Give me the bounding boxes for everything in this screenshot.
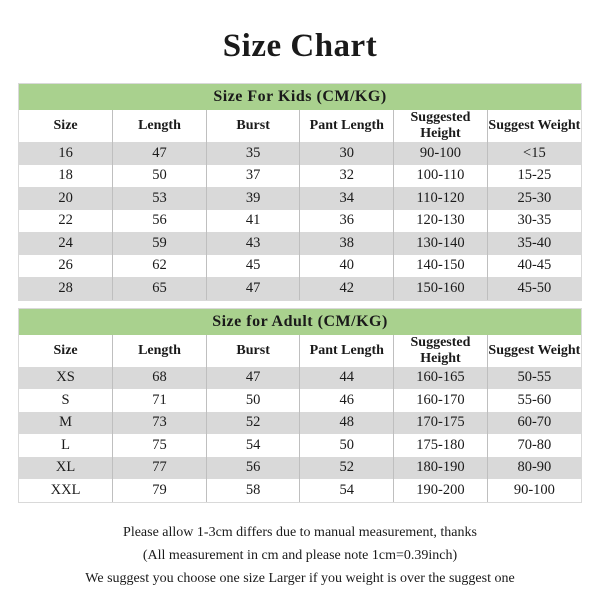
table-row <box>19 165 581 188</box>
cell-pant-length: 34 <box>300 187 394 210</box>
cell-pant-length: 52 <box>300 457 394 480</box>
cell-length: 50 <box>113 165 207 188</box>
cell-burst: 37 <box>206 165 300 188</box>
column-header-length: Length <box>113 110 207 142</box>
table-row <box>19 457 581 480</box>
cell-suggest-weight: 70-80 <box>487 434 581 457</box>
cell-size: L <box>19 434 113 457</box>
cell-length: 73 <box>113 412 207 435</box>
cell-burst: 47 <box>206 277 300 300</box>
cell-suggest-weight: <15 <box>487 142 581 165</box>
cell-suggest-weight: 15-25 <box>487 165 581 188</box>
cell-size: 28 <box>19 277 113 300</box>
table-row <box>19 367 581 390</box>
cell-burst: 54 <box>206 434 300 457</box>
cell-suggest-weight: 30-35 <box>487 210 581 233</box>
column-header-burst: Burst <box>206 110 300 142</box>
cell-size: 16 <box>19 142 113 165</box>
cell-suggested-height: 110-120 <box>394 187 488 210</box>
cell-suggested-height: 190-200 <box>394 479 488 502</box>
cell-suggested-height: 140-150 <box>394 255 488 278</box>
cell-suggest-weight: 60-70 <box>487 412 581 435</box>
note-line-2: (All measurement in cm and please note 1cm=0.39inch) <box>142 547 458 563</box>
kids-size-table-wrapper <box>18 83 582 301</box>
column-header-pant-length: Pant Length <box>300 110 394 142</box>
cell-suggested-height: 175-180 <box>394 434 488 457</box>
cell-pant-length: 48 <box>300 412 394 435</box>
column-header-suggested-height: Suggested Height <box>394 110 488 142</box>
column-header-size: Size <box>19 335 113 367</box>
cell-length: 53 <box>113 187 207 210</box>
cell-suggest-weight: 55-60 <box>487 389 581 412</box>
cell-suggest-weight: 25-30 <box>487 187 581 210</box>
cell-suggested-height: 160-165 <box>394 367 488 390</box>
column-header-length: Length <box>113 335 207 367</box>
cell-pant-length: 42 <box>300 277 394 300</box>
cell-burst: 50 <box>206 389 300 412</box>
cell-pant-length: 30 <box>300 142 394 165</box>
table-row <box>19 187 581 210</box>
table-row <box>19 479 581 502</box>
cell-size: XXL <box>19 479 113 502</box>
adult-table-header-row <box>19 335 581 367</box>
column-header-burst: Burst <box>206 335 300 367</box>
page-title: Size Chart <box>222 28 378 64</box>
cell-length: 47 <box>113 142 207 165</box>
notes-section <box>18 521 582 590</box>
cell-length: 75 <box>113 434 207 457</box>
cell-size: S <box>19 389 113 412</box>
cell-size: XS <box>19 367 113 390</box>
cell-suggest-weight: 40-45 <box>487 255 581 278</box>
note-line-3: We suggest you choose one size Larger if you weight is over the suggest one <box>85 570 515 586</box>
adult-size-table-wrapper <box>18 308 582 503</box>
cell-suggested-height: 150-160 <box>394 277 488 300</box>
cell-size: 18 <box>19 165 113 188</box>
column-header-pant-length: Pant Length <box>300 335 394 367</box>
cell-length: 77 <box>113 457 207 480</box>
cell-suggest-weight: 45-50 <box>487 277 581 300</box>
cell-size: 20 <box>19 187 113 210</box>
cell-pant-length: 32 <box>300 165 394 188</box>
cell-pant-length: 50 <box>300 434 394 457</box>
table-row <box>19 389 581 412</box>
cell-size: 26 <box>19 255 113 278</box>
adult-table-band: Size for Adult (CM/KG) <box>19 309 581 335</box>
table-row <box>19 210 581 233</box>
cell-length: 71 <box>113 389 207 412</box>
column-header-suggest-weight: Suggest Weight <box>487 110 581 142</box>
cell-suggested-height: 170-175 <box>394 412 488 435</box>
cell-burst: 43 <box>206 232 300 255</box>
cell-suggested-height: 180-190 <box>394 457 488 480</box>
cell-pant-length: 36 <box>300 210 394 233</box>
cell-length: 65 <box>113 277 207 300</box>
table-spacer <box>18 301 582 308</box>
cell-suggested-height: 100-110 <box>394 165 488 188</box>
cell-burst: 47 <box>206 367 300 390</box>
cell-length: 59 <box>113 232 207 255</box>
cell-suggested-height: 120-130 <box>394 210 488 233</box>
cell-size: 22 <box>19 210 113 233</box>
cell-length: 56 <box>113 210 207 233</box>
table-row <box>19 412 581 435</box>
kids-table-band: Size For Kids (CM/KG) <box>19 84 581 110</box>
cell-pant-length: 38 <box>300 232 394 255</box>
column-header-suggest-weight: Suggest Weight <box>487 335 581 367</box>
cell-length: 68 <box>113 367 207 390</box>
cell-size: 24 <box>19 232 113 255</box>
cell-burst: 45 <box>206 255 300 278</box>
cell-size: M <box>19 412 113 435</box>
column-header-size: Size <box>19 110 113 142</box>
cell-burst: 39 <box>206 187 300 210</box>
cell-suggest-weight: 90-100 <box>487 479 581 502</box>
cell-suggested-height: 160-170 <box>394 389 488 412</box>
cell-length: 79 <box>113 479 207 502</box>
cell-length: 62 <box>113 255 207 278</box>
cell-burst: 52 <box>206 412 300 435</box>
note-line-1: Please allow 1-3cm differs due to manual measurement, thanks <box>123 524 477 540</box>
cell-size: XL <box>19 457 113 480</box>
kids-size-table <box>19 84 581 300</box>
column-header-suggested-height: Suggested Height <box>394 335 488 367</box>
table-row <box>19 232 581 255</box>
table-row <box>19 434 581 457</box>
cell-suggested-height: 90-100 <box>394 142 488 165</box>
cell-suggest-weight: 50-55 <box>487 367 581 390</box>
cell-pant-length: 46 <box>300 389 394 412</box>
table-row <box>19 255 581 278</box>
cell-burst: 41 <box>206 210 300 233</box>
cell-burst: 58 <box>206 479 300 502</box>
cell-suggest-weight: 35-40 <box>487 232 581 255</box>
cell-burst: 35 <box>206 142 300 165</box>
cell-suggested-height: 130-140 <box>394 232 488 255</box>
table-row <box>19 277 581 300</box>
table-row <box>19 142 581 165</box>
cell-pant-length: 54 <box>300 479 394 502</box>
cell-pant-length: 44 <box>300 367 394 390</box>
cell-burst: 56 <box>206 457 300 480</box>
cell-suggest-weight: 80-90 <box>487 457 581 480</box>
cell-pant-length: 40 <box>300 255 394 278</box>
adult-size-table <box>19 309 581 502</box>
kids-table-header-row <box>19 110 581 142</box>
